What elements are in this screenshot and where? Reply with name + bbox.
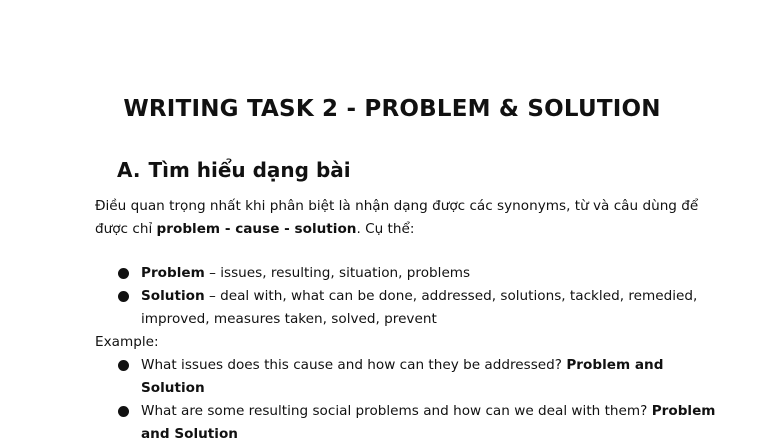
bullet-icon — [118, 406, 129, 417]
example-list — [118, 354, 718, 446]
example-type: Problem and Solution — [141, 357, 664, 396]
list-item — [118, 285, 718, 331]
section-heading-text: Tìm hiểu dạng bài — [148, 158, 351, 182]
keyword-desc: – deal with, what can be done, addressed, solutions, tackled, remedied, improved, measures taken, solved, prevent — [141, 288, 698, 327]
intro-bold-text: problem - cause - solution — [156, 221, 357, 237]
example-type: Problem and Solution — [141, 403, 716, 442]
intro-paragraph — [95, 195, 735, 241]
example-label: Example: — [95, 334, 159, 350]
section-heading — [117, 158, 351, 182]
list-item — [118, 354, 718, 400]
example-question: What issues does this cause and how can they be addressed? — [141, 357, 567, 373]
bullet-icon — [118, 360, 129, 371]
keyword-desc: – issues, resulting, situation, problems — [204, 265, 471, 281]
bullet-icon — [118, 291, 129, 302]
intro-text-end: . Cụ thể: — [356, 221, 415, 237]
intro-text: Điều quan trọng nhất khi phân biệt là nhận dạng được các synonyms, từ và câu dùng để được chỉ — [95, 198, 699, 237]
keyword-list — [118, 262, 718, 331]
keyword-term: Problem — [141, 265, 205, 281]
list-item — [118, 400, 718, 446]
page-title: WRITING TASK 2 - PROBLEM & SOLUTION — [123, 96, 661, 122]
bullet-icon — [118, 268, 129, 279]
section-letter: A. — [117, 158, 141, 182]
keyword-term: Solution — [141, 288, 205, 304]
list-item — [118, 262, 718, 285]
example-question: What are some resulting social problems and how can we deal with them? — [141, 403, 652, 419]
